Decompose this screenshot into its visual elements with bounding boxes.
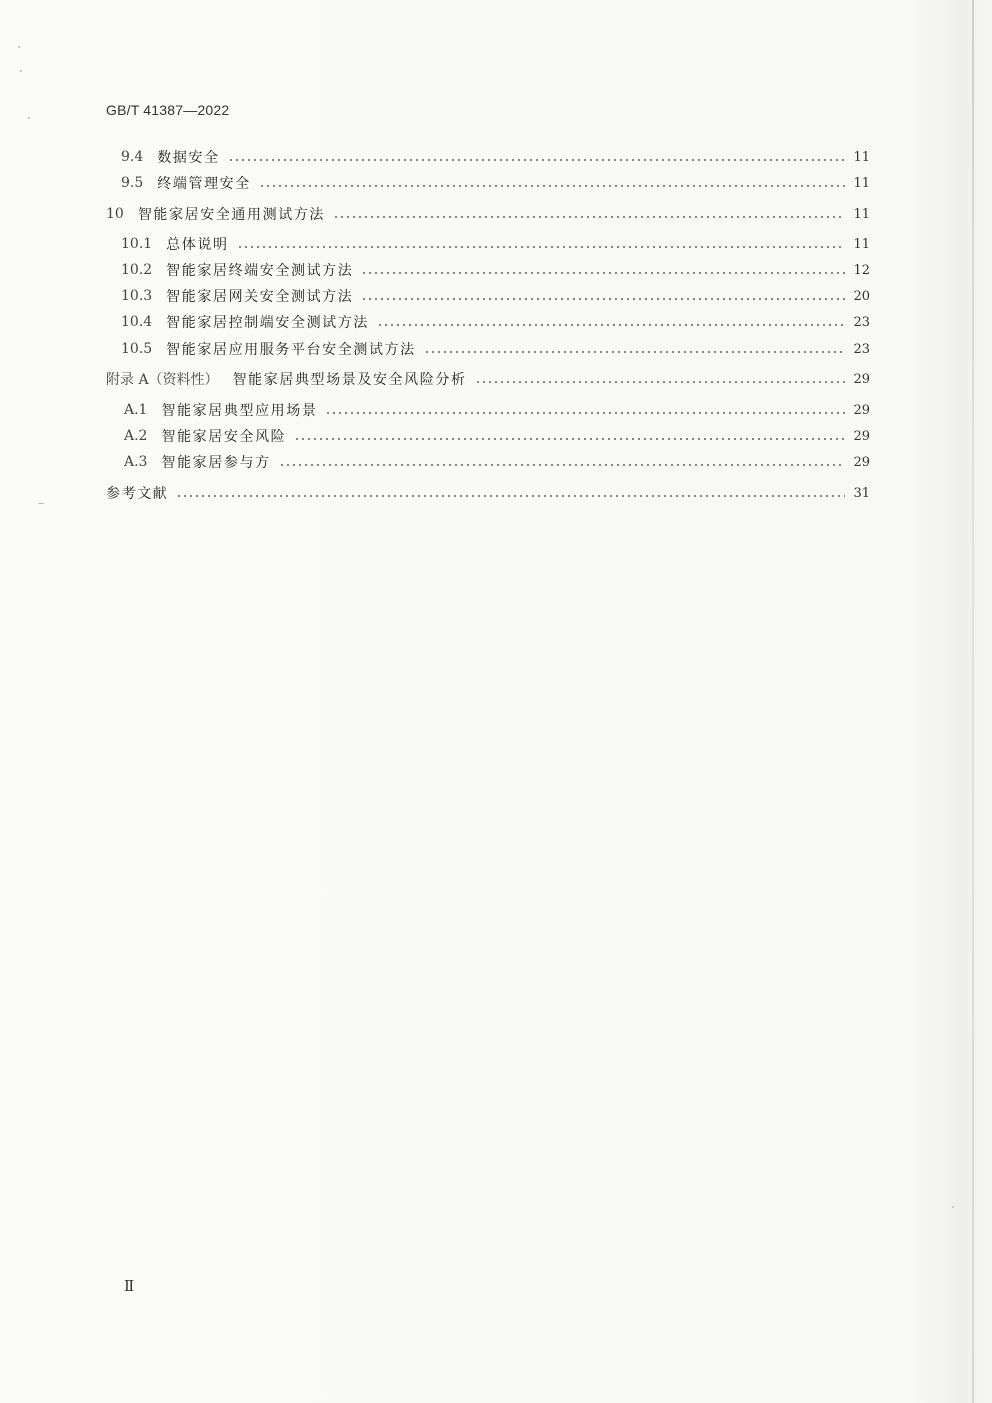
toc-entry[interactable] — [124, 400, 870, 420]
toc-leader-dots — [294, 438, 845, 440]
toc-entry-number: 10.4 — [121, 314, 153, 330]
toc-leader-dots — [279, 464, 846, 466]
toc-entry-number: A.3 — [124, 454, 148, 470]
toc-entry[interactable] — [121, 312, 870, 332]
scan-speck — [28, 117, 30, 119]
toc-entry-page: 23 — [853, 314, 870, 330]
toc-entry-title: 参考文献 — [106, 486, 169, 502]
scan-speck — [952, 1206, 954, 1208]
toc-leader-dots — [237, 246, 846, 248]
toc-entry-page: 23 — [853, 341, 870, 357]
toc-entry[interactable] — [106, 204, 870, 224]
toc-entry-page: 11 — [853, 149, 870, 165]
toc-entry[interactable] — [124, 426, 870, 446]
toc-entry-page: 29 — [853, 428, 870, 444]
toc-entry-page: 29 — [853, 402, 870, 418]
toc-entry[interactable] — [121, 234, 870, 254]
toc-leader-dots — [325, 412, 845, 414]
toc-entry[interactable] — [121, 339, 870, 359]
toc-entry-number: 10.3 — [121, 288, 153, 304]
toc-entry-title: 数据安全 — [157, 150, 220, 166]
toc-entry-number: 10 — [106, 206, 124, 222]
toc-entry-page: 29 — [853, 454, 870, 470]
toc-leader-dots — [361, 272, 845, 274]
toc-entry[interactable] — [121, 173, 870, 193]
toc-entry-number: 10.2 — [121, 262, 153, 278]
toc-leader-dots — [228, 159, 846, 161]
toc-leader-dots — [424, 351, 846, 353]
toc-leader-dots — [333, 216, 845, 218]
toc-entry-number: 附录 A（资料性） — [106, 372, 219, 388]
toc-entry[interactable] — [121, 286, 870, 306]
scan-speck — [20, 70, 22, 72]
toc-leader-dots — [377, 324, 845, 326]
scan-speck — [18, 46, 20, 48]
toc-entry-title: 智能家居网关安全测试方法 — [166, 289, 354, 305]
toc-leader-dots — [475, 381, 846, 383]
toc-entry-title: 智能家居典型场景及安全风险分析 — [232, 372, 467, 388]
toc-entry-page: 11 — [853, 206, 870, 222]
page-number-footer: Ⅱ — [124, 1277, 135, 1295]
toc-entry-title: 智能家居参与方 — [161, 455, 271, 471]
toc-entry-title: 智能家居控制端安全测试方法 — [166, 315, 369, 331]
toc-entry-number: 10.1 — [121, 236, 153, 252]
toc-entry-title: 智能家居安全通用测试方法 — [137, 207, 326, 223]
toc-entry-page: 11 — [853, 236, 870, 252]
toc-leader-dots — [259, 185, 846, 187]
toc-entry-title: 终端管理安全 — [157, 176, 251, 192]
toc-entry-title: 智能家居应用服务平台安全测试方法 — [166, 342, 416, 358]
toc-entry-page: 20 — [853, 288, 870, 304]
toc-entry-page: 11 — [853, 175, 870, 191]
toc-entry-number: 9.5 — [121, 175, 144, 191]
toc-entry-title: 智能家居典型应用场景 — [161, 403, 318, 419]
toc-entry-title: 总体说明 — [166, 237, 229, 253]
scan-speck — [38, 503, 44, 504]
toc-entry[interactable] — [121, 260, 870, 280]
toc-entry[interactable] — [121, 147, 870, 167]
toc-leader-dots — [176, 495, 845, 497]
toc-entry-number: A.1 — [124, 402, 148, 418]
toc-entry[interactable] — [106, 483, 870, 503]
toc-entry-page: 31 — [853, 485, 870, 501]
toc-entry-number: 9.4 — [121, 149, 144, 165]
toc-leader-dots — [361, 298, 845, 300]
toc-entry-number: A.2 — [124, 428, 148, 444]
toc-entry-number: 10.5 — [121, 341, 153, 357]
standard-code-header: GB/T 41387—2022 — [106, 102, 230, 118]
toc-entry-title: 智能家居安全风险 — [161, 429, 287, 445]
toc-entry[interactable] — [124, 452, 870, 472]
toc-entry-page: 12 — [853, 262, 870, 278]
toc-entry-page: 29 — [853, 371, 870, 387]
toc-entry[interactable] — [106, 369, 870, 389]
toc-entry-title: 智能家居终端安全测试方法 — [166, 263, 354, 279]
scan-edge — [972, 0, 974, 1403]
